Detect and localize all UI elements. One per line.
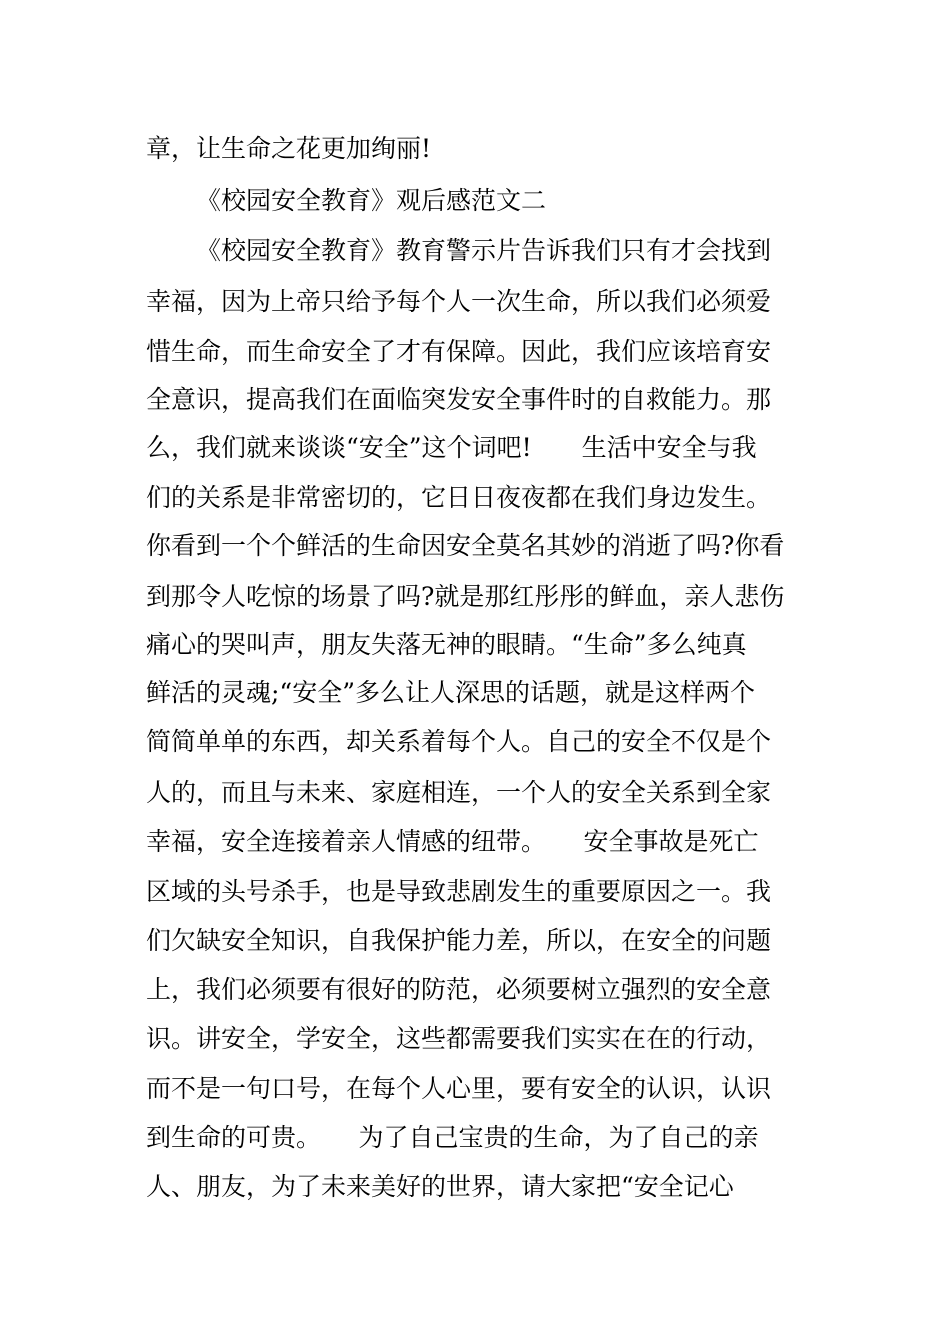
paragraph-line: 幸福，安全连接着亲人情感的纽带。 安全事故是死亡 — [146, 827, 759, 856]
paragraph-line: 章，让生命之花更加绚丽! — [146, 134, 432, 163]
paragraph-line: 上，我们必须要有很好的防范，必须要树立强烈的安全意 — [146, 975, 772, 1004]
paragraph-line: 区域的头号杀手，也是导致悲剧发生的重要原因之一。我 — [146, 877, 772, 906]
paragraph-line: 到生命的可贵。 为了自己宝贵的生命，为了自己的亲 — [146, 1123, 759, 1152]
paragraph-line: 惜生命，而生命安全了才有保障。因此，我们应该培育安 — [146, 337, 772, 366]
paragraph-line: 痛心的哭叫声，朋友失落无神的眼睛。“生命”多么纯真 — [146, 630, 747, 659]
paragraph-line: 到那令人吃惊的场景了吗?就是那红彤彤的鲜血，亲人悲伤 — [146, 582, 785, 611]
paragraph-line: 简简单单的东西，却关系着每个人。自己的安全不仅是个 — [146, 727, 772, 756]
paragraph-line: 你看到一个个鲜活的生命因安全莫名其妙的消逝了吗?你看 — [146, 531, 785, 560]
paragraph-line: 们欠缺安全知识，自我保护能力差，所以，在安全的问题 — [146, 926, 772, 955]
paragraph-line: 人的，而且与未来、家庭相连，一个人的安全关系到全家 — [146, 778, 772, 807]
paragraph-line: 识。讲安全，学安全，这些都需要我们实实在在的行动， — [146, 1024, 772, 1053]
paragraph-line: 们的关系是非常密切的，它日日夜夜都在我们身边发生。 — [146, 483, 772, 512]
paragraph-line: 么，我们就来谈谈“安全”这个词吧! 生活中安全与我 — [146, 433, 757, 462]
paragraph-line: 而不是一句口号，在每个人心里，要有安全的认识，认识 — [146, 1074, 772, 1103]
paragraph-line: 鲜活的灵魂;“安全”多么让人深思的话题，就是这样两个 — [146, 678, 755, 707]
paragraph-line: 《校园安全教育》教育警示片告诉我们只有才会找到 — [196, 236, 772, 265]
paragraph-line: 人、朋友，为了未来美好的世界，请大家把“安全记心 — [146, 1172, 734, 1201]
paragraph-line: 全意识，提高我们在面临突发安全事件时的自救能力。那 — [146, 385, 772, 414]
section-title: 《校园安全教育》观后感范文二 — [196, 186, 547, 215]
paragraph-line: 幸福，因为上帝只给予每个人一次生命，所以我们必须爱 — [146, 287, 772, 316]
